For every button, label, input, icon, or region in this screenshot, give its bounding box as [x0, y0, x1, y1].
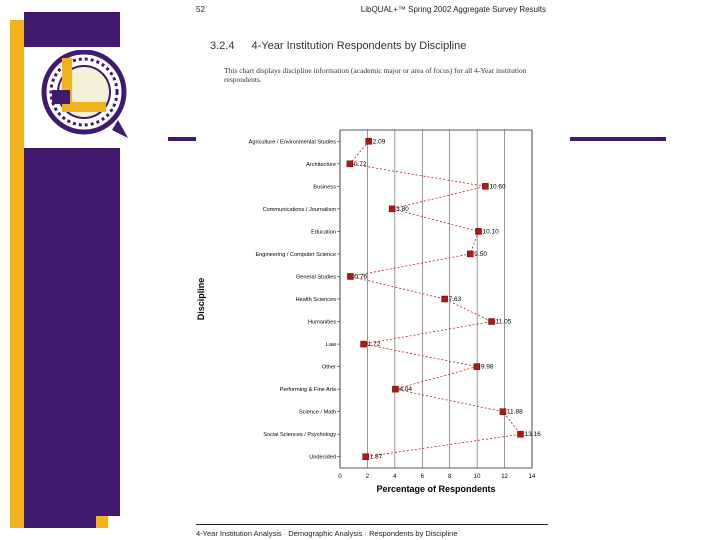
category-label: Undecided [309, 454, 336, 461]
x-tick-label: 4 [393, 474, 397, 480]
data-point [347, 161, 353, 167]
chart-grid [337, 130, 532, 468]
data-point [474, 364, 480, 370]
data-point [392, 386, 398, 392]
category-label: Architecture [306, 161, 336, 168]
category-label: Agriculture / Environmental Studies [248, 139, 336, 146]
section-title: 4-Year Institution Respondents by Discipline [251, 40, 467, 52]
data-point [363, 454, 369, 460]
page-footer: 4-Year Institution Analysis · Demographic Analysis · Respondents by Discipline [196, 529, 458, 538]
section-description: This chart displays discipline information (academic major or area of focus) for all 4-Year institution respondents. [224, 66, 527, 84]
category-label: Engineering / Computer Science [255, 251, 336, 258]
data-point [476, 228, 482, 234]
data-point [442, 296, 448, 302]
purple-bottom-block [24, 516, 96, 528]
data-point [517, 431, 523, 437]
data-label: 0.76 [354, 273, 368, 281]
data-label: 13.16 [524, 431, 541, 439]
section-heading [210, 40, 466, 52]
data-point [467, 251, 473, 257]
data-point [366, 138, 372, 144]
page-number: 52 [196, 5, 205, 14]
data-label: 11.88 [506, 408, 523, 416]
purple-top-block [24, 12, 120, 47]
data-label: 2.09 [372, 138, 386, 146]
purple-side-panel [24, 148, 120, 516]
data-label: 1.72 [367, 341, 381, 349]
data-point [361, 341, 367, 347]
data-label: 11.05 [495, 318, 512, 326]
x-tick-label: 2 [365, 474, 370, 480]
footer-rule [196, 524, 548, 525]
category-label: Business [313, 184, 336, 191]
category-label: Humanities [308, 319, 336, 326]
gold-bottom-block [96, 516, 108, 528]
category-label: Other [322, 364, 336, 371]
data-point [482, 183, 488, 189]
data-label: 9.98 [480, 363, 494, 371]
data-point [489, 319, 495, 325]
clock-logo-icon [22, 50, 130, 142]
x-tick-label: 8 [448, 474, 452, 480]
x-tick-label: 10 [473, 474, 481, 480]
x-tick-label: 6 [420, 474, 424, 480]
category-label: Communications / Journalism [262, 206, 336, 213]
x-tick-label: 12 [501, 474, 508, 480]
x-tick-label: 14 [528, 474, 536, 480]
y-axis-title: Discipline [196, 277, 206, 321]
discipline-line-chart [190, 120, 550, 500]
data-label: 3.80 [396, 205, 409, 213]
category-label: Health Sciences [295, 297, 336, 303]
data-point [347, 273, 353, 279]
category-label: Social Sciences / Psychology [263, 432, 336, 439]
section-number: 3.2.4 [210, 40, 235, 52]
category-label: Performing & Fine Arts [279, 387, 336, 394]
data-label: 1.87 [369, 453, 383, 461]
data-label: 0.72 [353, 160, 367, 168]
category-label: Science / Math [299, 409, 336, 416]
category-label: Education [311, 229, 336, 236]
category-label: Law [325, 342, 336, 349]
data-label: 4.04 [399, 386, 413, 394]
x-axis-title: Percentage of Respondents [376, 484, 496, 494]
data-label: 9.50 [474, 250, 487, 258]
plot-frame [340, 130, 532, 468]
data-label: 10.60 [489, 183, 506, 191]
x-tick-label: 0 [338, 474, 342, 480]
category-label: General Studies [295, 274, 336, 281]
data-label: 7.63 [448, 296, 462, 303]
data-point [389, 206, 395, 212]
running-header: LibQUAL+™ Spring 2002 Aggregate Survey Results [360, 5, 546, 14]
data-label: 10.10 [482, 228, 499, 236]
data-point [500, 409, 506, 415]
right-divider-rule [570, 137, 666, 141]
